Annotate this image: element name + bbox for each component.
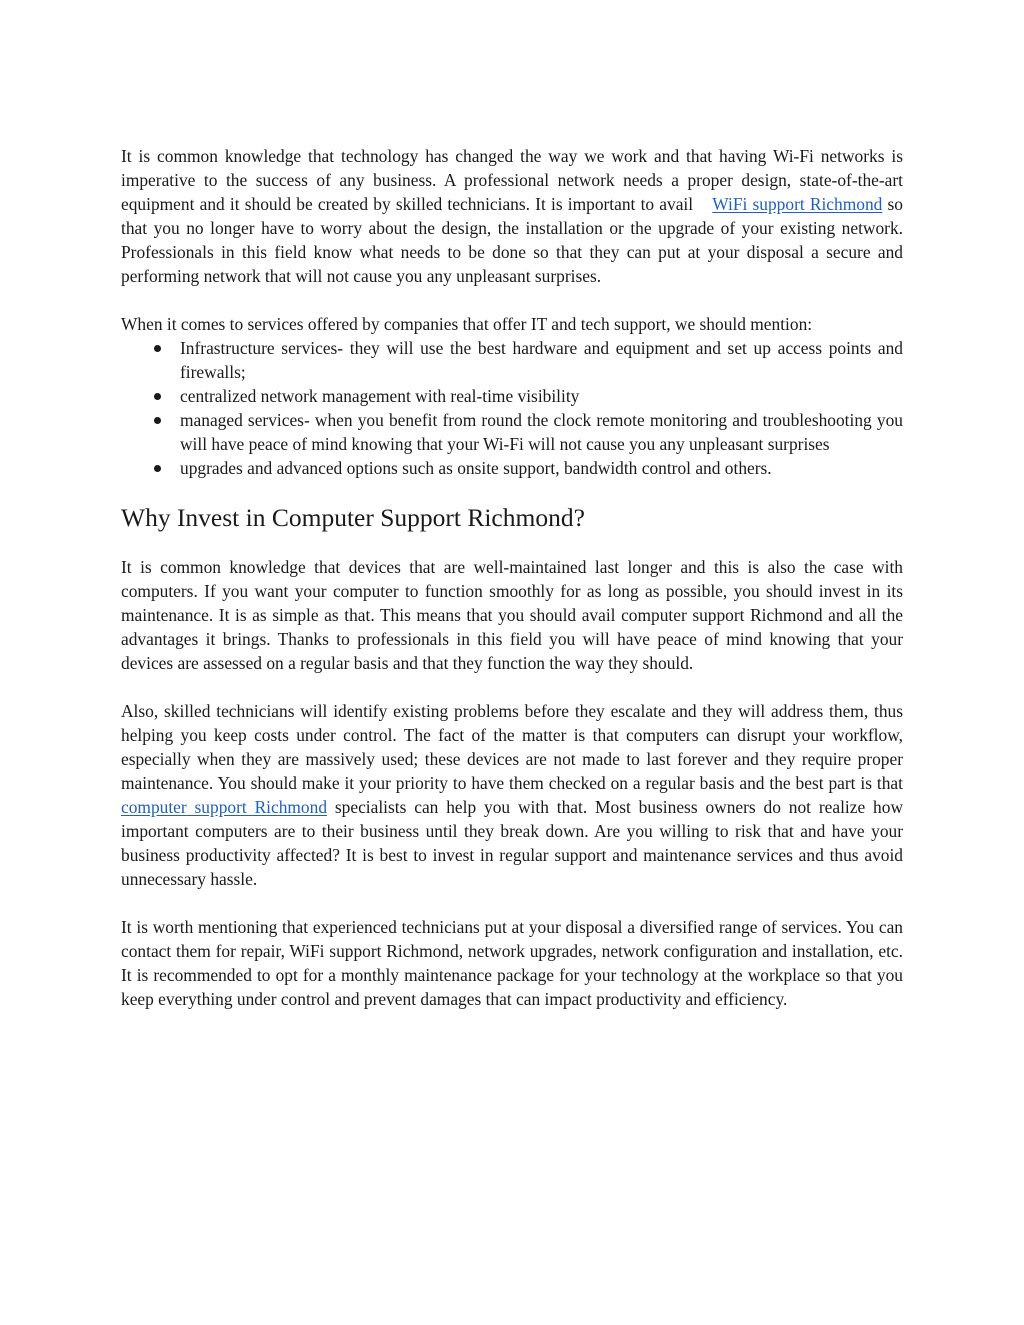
bullet-icon	[154, 393, 161, 400]
list-item-text: centralized network management with real-time visibility	[180, 386, 580, 406]
document-page	[121, 144, 903, 1011]
spacer	[121, 675, 903, 699]
list-item-text: upgrades and advanced options such as onsite support, bandwidth control and others.	[180, 458, 772, 478]
list-item	[121, 384, 903, 408]
maintenance-paragraph: It is common knowledge that devices that are well-maintained last longer and this is also the case with computers. If you want your computer to function smoothly for as long as possible, you should invest in its maintenance. It is as simple as that. This means that you should avail computer support Richmond and all the advantages it brings. Thanks to professionals in this field you will have peace of mind knowing that your devices are assessed on a regular basis and that they function the way they should.	[121, 557, 903, 673]
bullet-icon	[154, 345, 161, 352]
bullet-icon	[154, 417, 161, 424]
spacer	[121, 480, 903, 501]
technicians-paragraph	[121, 699, 903, 891]
services-lead: When it comes to services offered by companies that offer IT and tech support, we should mention:	[121, 314, 813, 334]
wifi-support-link[interactable]: WiFi support Richmond	[712, 194, 883, 214]
list-item-text: Infrastructure services- they will use the best hardware and equipment and set up access points and firewalls;	[180, 338, 903, 382]
spacer	[121, 288, 903, 312]
intro-text-before-link: It is common knowledge that technology has changed the way we work and that having Wi-Fi networks is imperative to the success of any business. A professional network needs a proper design, state-of-the-art equipment and it should be created by skilled technicians. It is important to avail	[121, 146, 903, 214]
services-list	[121, 336, 903, 480]
list-item	[121, 456, 903, 480]
list-item-text: managed services- when you benefit from round the clock remote monitoring and troubleshooting you will have peace of mind knowing that your Wi-Fi will not cause you any unpleasant surprises	[180, 410, 903, 454]
technicians-text-before-link: Also, skilled technicians will identify existing problems before they escalate and they will address them, thus helping you keep costs under control. The fact of the matter is that computers can disrupt your workflow, especially when they are massively used; these devices are not made to last forever and they require proper maintenance. You should make it your priority to have them checked on a regular basis and the best part is that	[121, 701, 903, 793]
list-item	[121, 336, 903, 384]
spacer	[121, 891, 903, 915]
section-heading: Why Invest in Computer Support Richmond?	[121, 503, 585, 532]
computer-support-link[interactable]: computer support Richmond	[121, 797, 328, 817]
list-item	[121, 408, 903, 456]
intro-text-after-link: so that you no longer have to worry about the design, the installation or the upgrade of your existing network. Professionals in this field know what needs to be done so that they can put at your disposal a secure and performing network that will not cause you any unpleasant surprises.	[121, 194, 903, 286]
spacer	[121, 535, 903, 555]
bullet-icon	[154, 465, 161, 472]
services-range-paragraph: It is worth mentioning that experienced technicians put at your disposal a diversified range of services. You can contact them for repair, WiFi support Richmond, network upgrades, network configuration and installation, etc. It is recommended to opt for a monthly maintenance package for your technology at the workplace so that you keep everything under control and prevent damages that can impact productivity and efficiency.	[121, 917, 903, 1009]
intro-paragraph	[121, 144, 903, 288]
technicians-text-after-link: specialists can help you with that. Most business owners do not realize how important computers are to their business until they break down. Are you willing to risk that and have your business productivity affected? It is best to invest in regular support and maintenance services and thus avoid unnecessary hassle.	[121, 797, 904, 889]
